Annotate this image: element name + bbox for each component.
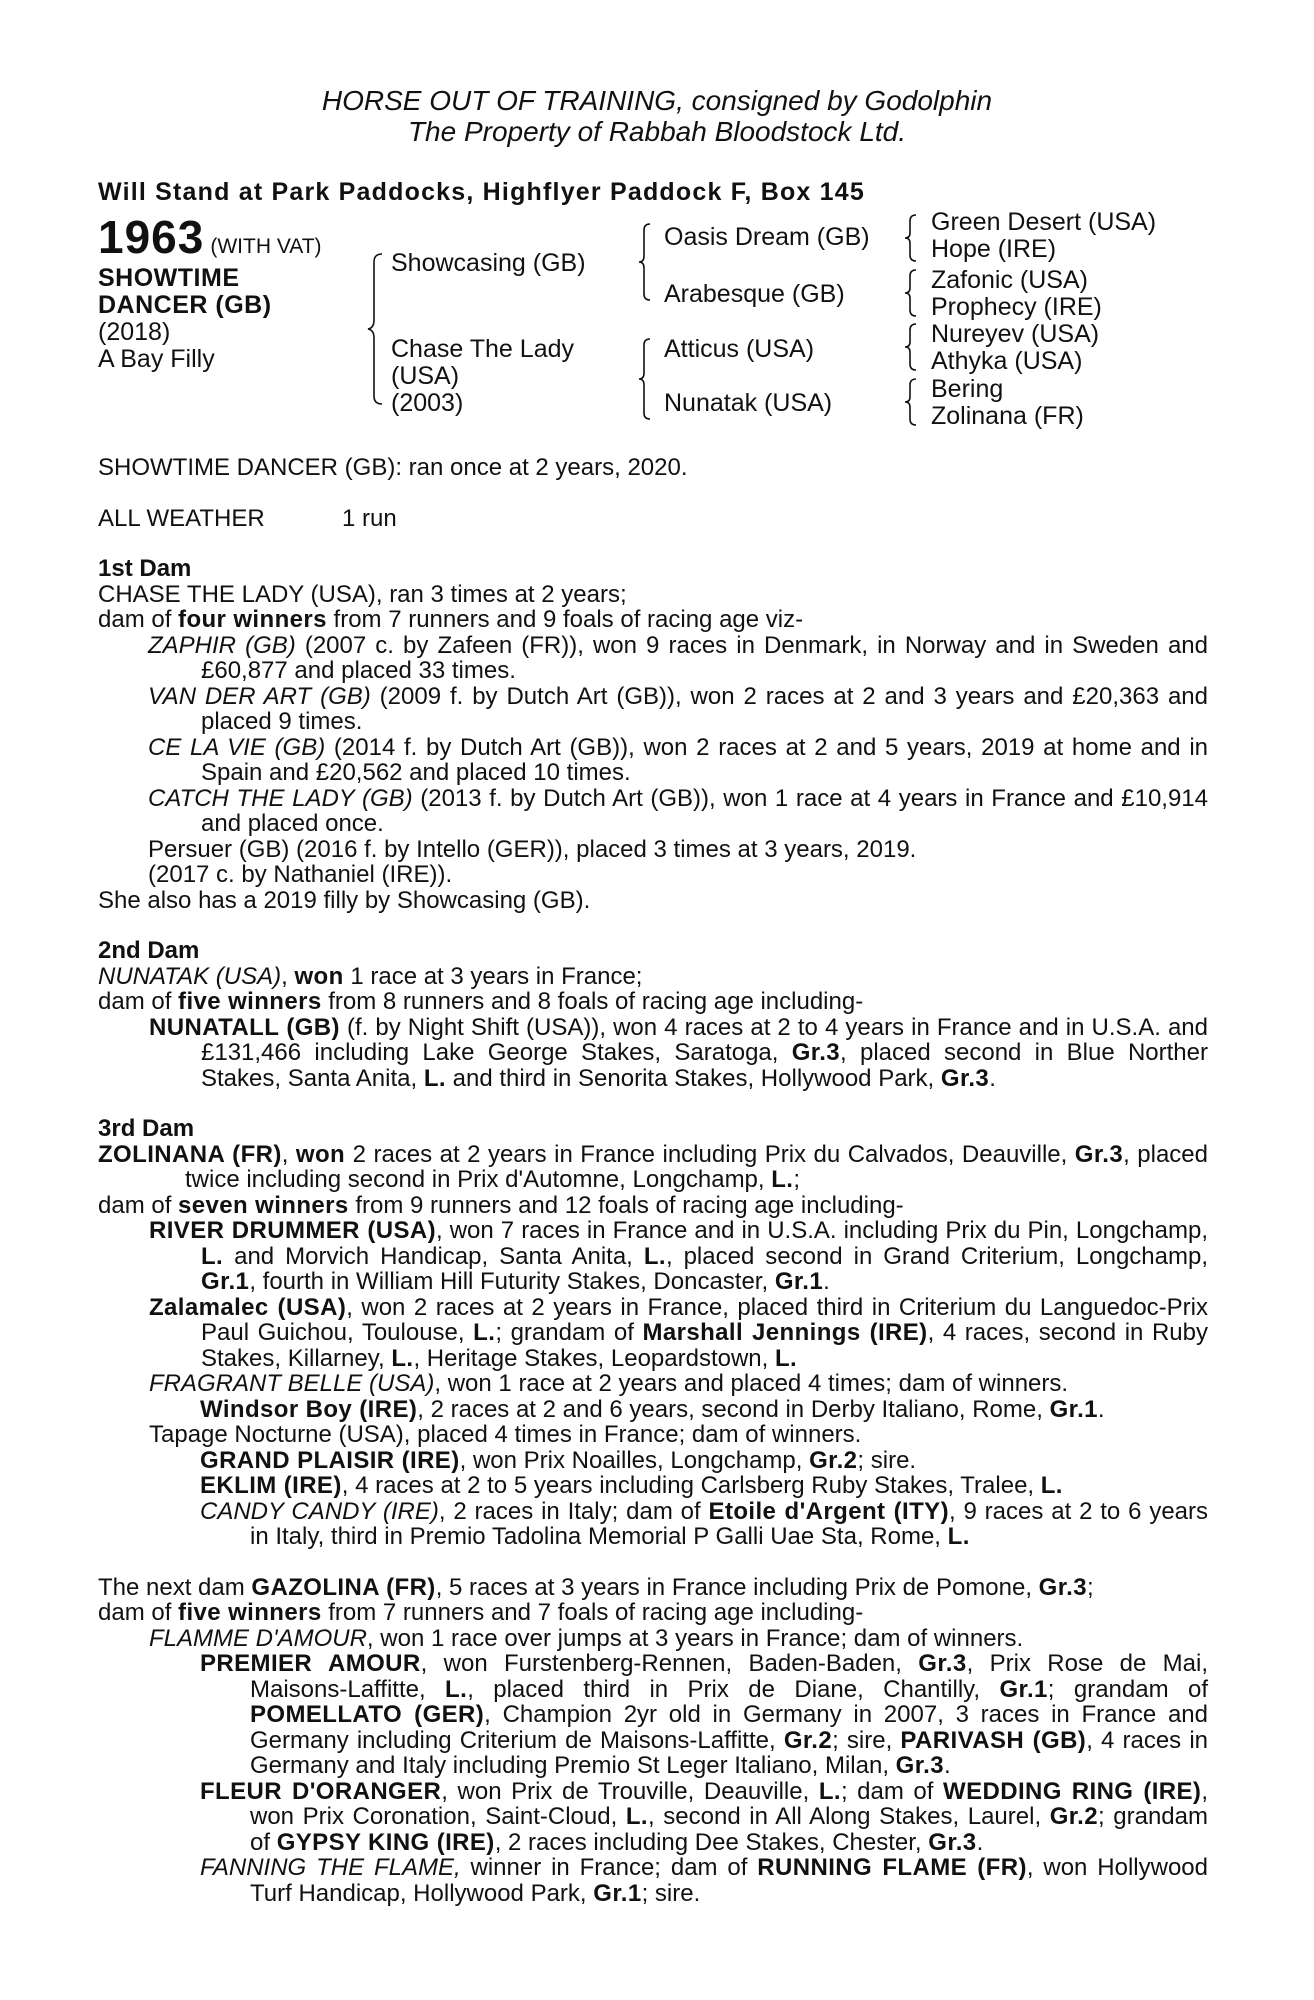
pedigree-bracket-dd bbox=[903, 377, 919, 427]
produce-flamme-damour: FLAMME D'AMOUR, won 1 race over jumps at 3 years in France; dam of winners. bbox=[149, 1624, 1024, 1652]
vat-note: (WITH VAT) bbox=[210, 235, 322, 258]
pedigree-g3-8: Zolinana (FR) bbox=[931, 402, 1084, 430]
horse-description: A Bay Filly bbox=[98, 345, 215, 373]
pedigree-bracket-sd bbox=[903, 268, 919, 318]
lot-number-block bbox=[98, 210, 322, 264]
pedigree-dam-line2: (USA) bbox=[391, 362, 460, 390]
pedigree-dam-dam: Nunatak (USA) bbox=[664, 389, 833, 417]
first-dam-heading: 1st Dam bbox=[98, 555, 192, 582]
produce-fanning-the-flame: FANNING THE FLAME, winner in France; dam of RUNNING FLAME (FR), won Hollywood Turf Handicap, Hollywood Park, Gr.1; sire. bbox=[200, 1854, 1208, 1907]
pedigree-sire-sire: Oasis Dream (GB) bbox=[664, 223, 870, 251]
produce-2019-filly: She also has a 2019 filly by Showcasing (GB). bbox=[98, 886, 591, 914]
produce-zaphir: ZAPHIR (GB) (2007 c. by Zafeen (FR)), won 9 races in Denmark, in Norway and in Sweden and £60,877 and placed 33 times. bbox=[148, 631, 1208, 684]
race-record-summary: SHOWTIME DANCER (GB): ran once at 2 years, 2020. bbox=[98, 454, 688, 481]
third-dam-heading: 3rd Dam bbox=[98, 1115, 195, 1142]
fourth-dam-produce-line: dam of five winners from 7 runners and 7 foals of racing age including- bbox=[98, 1599, 864, 1626]
pedigree-dam-sire: Atticus (USA) bbox=[664, 335, 815, 363]
produce-grand-plaisir: GRAND PLAISIR (IRE), won Prix Noailles, Longchamp, Gr.2; sire. bbox=[200, 1446, 917, 1474]
pedigree-dam-line3: (2003) bbox=[391, 389, 464, 417]
pedigree-g3-6: Athyka (USA) bbox=[931, 347, 1083, 375]
horse-name-line2: DANCER (GB) bbox=[98, 291, 272, 319]
produce-zalamalec: Zalamalec (USA), won 2 races at 2 years in France, placed third in Criterium du Languedoc-Prix Paul Guichou, Toulouse, L.; grandam of Marshall Jennings (IRE), 4 races, second in Ruby Stakes, Killarney, L., Heritage Stakes, Leopardstown, L. bbox=[149, 1293, 1208, 1372]
produce-river-drummer: RIVER DRUMMER (USA), won 7 races in France and in U.S.A. including Prix du Pin, Longchamp, L. and Morvich Handicap, Santa Anita, L., placed second in Grand Criterium, Longchamp, Gr.1, fourth in William Hill Futurity Stakes, Doncaster, Gr.1. bbox=[149, 1217, 1208, 1295]
header-property: The Property of Rabbah Bloodstock Ltd. bbox=[407, 116, 907, 147]
pedigree-bracket-dam bbox=[637, 337, 653, 421]
pedigree-g3-2: Hope (IRE) bbox=[931, 235, 1057, 263]
produce-windsor-boy: Windsor Boy (IRE), 2 races at 2 and 6 years, second in Derby Italiano, Rome, Gr.1. bbox=[200, 1395, 1105, 1423]
surface-runs: 1 run bbox=[342, 504, 397, 532]
first-dam-produce-line: dam of four winners from 7 runners and 9 foals of racing age viz- bbox=[98, 606, 804, 633]
surface-record bbox=[98, 506, 1208, 532]
produce-van-der-art: VAN DER ART (GB) (2009 f. by Dutch Art (GB)), won 2 races at 2 and 3 years and £20,363 and placed 9 times. bbox=[148, 682, 1208, 735]
second-dam-line: NUNATAK (USA), won 1 race at 3 years in France; bbox=[98, 962, 643, 990]
produce-2017-colt: (2017 c. by Nathaniel (IRE)). bbox=[148, 861, 453, 888]
pedigree-sire-dam: Arabesque (GB) bbox=[664, 280, 845, 308]
produce-fleur-doranger: FLEUR D'ORANGER, won Prix de Trouville, Deauville, L.; dam of WEDDING RING (IRE), won Prix Coronation, Saint-Cloud, L., second in All Along Stakes, Laurel, Gr.2; grandam of GYPSY KING (IRE), 2 races including Dee Stakes, Chester, Gr.3. bbox=[200, 1777, 1208, 1856]
lot-number: 1963 bbox=[98, 211, 205, 263]
produce-tapage-nocturne: Tapage Nocturne (USA), placed 4 times in France; dam of winners. bbox=[149, 1421, 862, 1448]
produce-catch-the-lady: CATCH THE LADY (GB) (2013 f. by Dutch Art (GB)), won 1 race at 4 years in France and £10,914 and placed once. bbox=[148, 784, 1208, 837]
header-consignor: HORSE OUT OF TRAINING, consigned by Godolphin bbox=[321, 85, 993, 116]
produce-ce-la-vie: CE LA VIE (GB) (2014 f. by Dutch Art (GB)), won 2 races at 2 and 5 years, 2019 at home and in Spain and £20,562 and placed 10 times. bbox=[148, 733, 1209, 786]
pedigree-bracket-sire bbox=[637, 222, 653, 302]
horse-identity bbox=[98, 265, 272, 373]
pedigree-g3-1: Green Desert (USA) bbox=[931, 208, 1157, 236]
horse-name-line1: SHOWTIME bbox=[98, 264, 240, 292]
produce-candy-candy: CANDY CANDY (IRE), 2 races in Italy; dam of Etoile d'Argent (ITY), 9 races at 2 to 6 years in Italy, third in Premio Tadolina Memorial P Galli Uae Sta, Rome, L. bbox=[200, 1497, 1209, 1550]
pedigree-bracket-ds bbox=[903, 322, 919, 372]
produce-premier-amour: PREMIER AMOUR, won Furstenberg-Rennen, Baden-Baden, Gr.3, Prix Rose de Mai, Maisons-Laffitte, L., placed third in Prix de Diane, Chantilly, Gr.1; grandam of POMELLATO (GER), Champion 2yr old in Germany in 2007, 3 races in France and Germany including Criterium de Maisons-Laffitte, Gr.2; sire, PARIVASH (GB), 4 races in Germany and Italy including Premio St Leger Italiano, Milan, Gr.3. bbox=[200, 1650, 1209, 1779]
produce-nunatall: NUNATALL (GB) (f. by Night Shift (USA)), won 4 races at 2 to 4 years in France and in U.S.A. and £131,466 including Lake George Stakes, Saratoga, Gr.3, placed second in Blue Norther Stakes, Santa Anita, L. and third in Senorita Stakes, Hollywood Park, Gr.3. bbox=[149, 1013, 1208, 1092]
pedigree-sire: Showcasing (GB) bbox=[391, 249, 586, 277]
surface-label: ALL WEATHER bbox=[98, 504, 265, 532]
fourth-dam-line: The next dam GAZOLINA (FR), 5 races at 3 years in France including Prix de Pomone, Gr.3; bbox=[98, 1573, 1094, 1601]
pedigree-dam-line1: Chase The Lady bbox=[391, 335, 574, 363]
produce-eklim: EKLIM (IRE), 4 races at 2 to 5 years including Carlsberg Ruby Stakes, Tralee, L. bbox=[200, 1472, 1063, 1499]
pedigree-g3-7: Bering bbox=[931, 375, 1004, 403]
pedigree-bracket-gen1 bbox=[366, 252, 386, 407]
stand-location: Will Stand at Park Paddocks, Highflyer Paddock F, Box 145 bbox=[98, 178, 865, 206]
third-dam-line: ZOLINANA (FR), won 2 races at 2 years in France including Prix du Calvados, Deauville, Gr.3, placed twice including second in Prix d'Automne, Longchamp, L.; bbox=[98, 1140, 1208, 1193]
pedigree-g3-5: Nureyev (USA) bbox=[931, 320, 1100, 348]
horse-year: (2018) bbox=[98, 318, 171, 346]
second-dam-produce-line: dam of five winners from 8 runners and 8 foals of racing age including- bbox=[98, 988, 864, 1015]
first-dam-line: CHASE THE LADY (USA), ran 3 times at 2 years; bbox=[98, 580, 627, 608]
produce-persuer: Persuer (GB) (2016 f. by Intello (GER)), placed 3 times at 3 years, 2019. bbox=[148, 835, 917, 863]
third-dam-produce-line: dam of seven winners from 9 runners and 12 foals of racing age including- bbox=[98, 1191, 904, 1219]
second-dam-heading: 2nd Dam bbox=[98, 937, 200, 964]
catalogue-body bbox=[98, 455, 1208, 1906]
pedigree-g3-3: Zafonic (USA) bbox=[931, 266, 1088, 294]
produce-fragrant-belle: FRAGRANT BELLE (USA), won 1 race at 2 years and placed 4 times; dam of winners. bbox=[149, 1370, 1069, 1397]
pedigree-bracket-ss bbox=[903, 213, 919, 263]
pedigree-g3-4: Prophecy (IRE) bbox=[931, 293, 1102, 321]
